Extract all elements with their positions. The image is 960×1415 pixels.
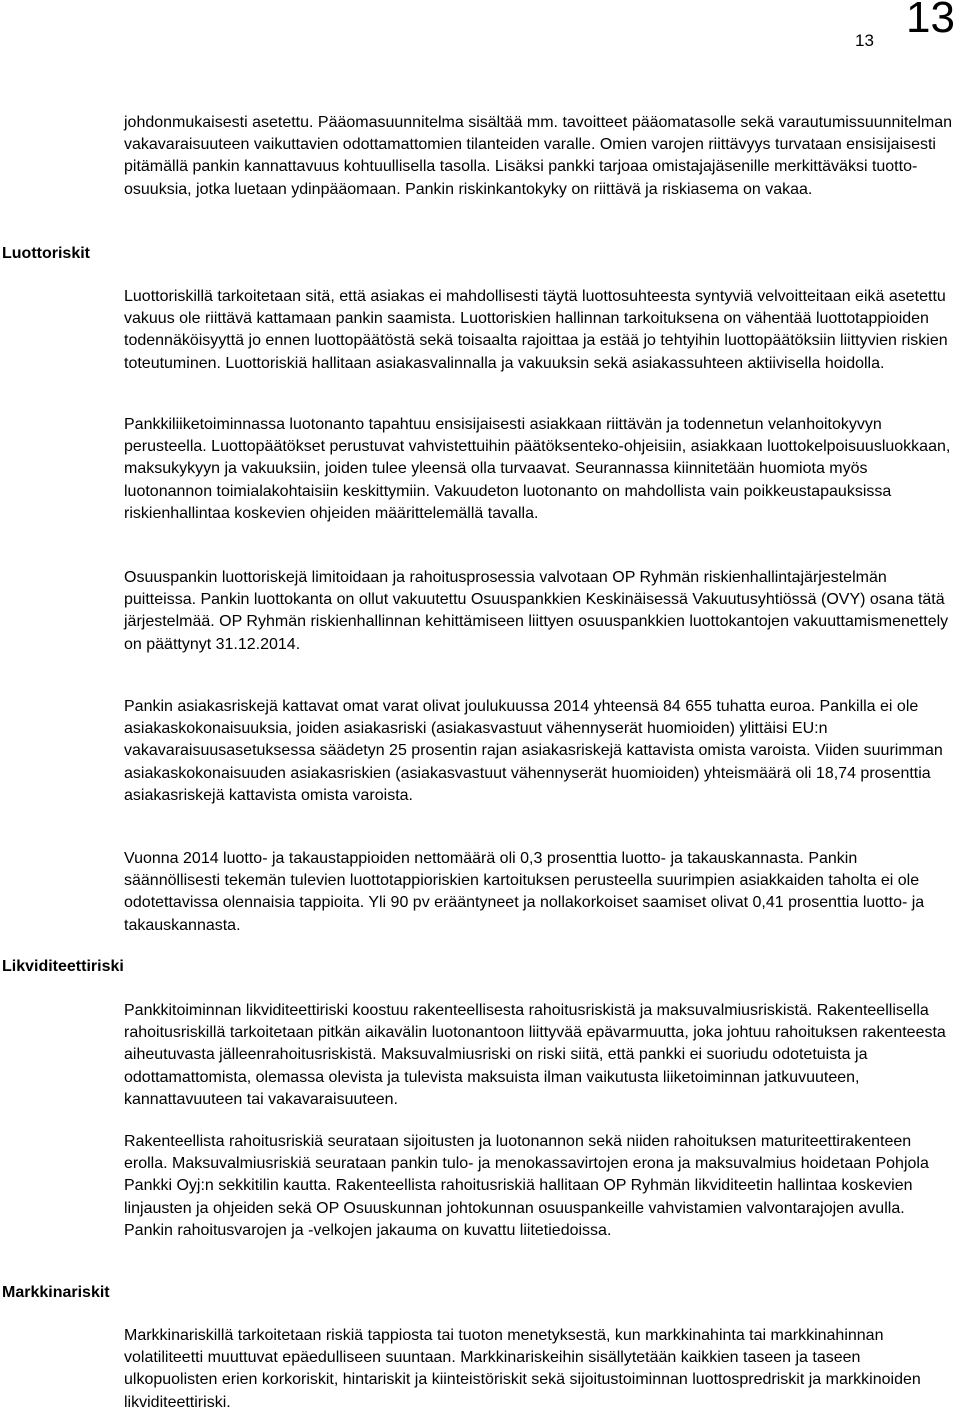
heading-market-risk: Markkinariskit [2, 1284, 110, 1301]
credit-risk-definition-paragraph: Luottoriskillä tarkoitetaan sitä, että asiakas ei mahdollisesti täytä luottosuhteesta syntyviä velvoitteitaan eikä asetettu vakuus ole riittävä kattamaan pankin saamista. Luottoriskien hallinnan tarkoituksena on vähentää luottotappioiden todennäköisyyttä jo ennen luottopäätöstä sekä toisaalta rajoittaa ja estää jo tehtyihin luottopäätöksiin liittyvien riskien toteutuminen. Luottoriskiä hallitaan asiakasvalinnalla ja vakuuksin sekä asiakassuhteen aktiivisella hoidolla. [124, 288, 948, 372]
capital-plan-paragraph: johdonmukaisesti asetettu. Pääomasuunnitelma sisältää mm. tavoitteet pääomatasolle sekä varautumissuunnitelman vakavaraisuuteen vaikuttavien odottamattomien tilanteiden varalle. Omien varojen riittävyys turvataan ensisijaisesti pitämällä pankin kannattavuus kohtuullisella tasolla. Lisäksi pankki tarjoaa omistajajäsenille merkittäväksi tuotto-osuuksia, jotka luetaan ydinpääomaan. Pankin riskinkantokyky on riittävä ja riskiasema on vakaa. [124, 114, 952, 198]
loan-losses-paragraph: Vuonna 2014 luotto- ja takaustappioiden nettomäärä oli 0,3 prosenttia luotto- ja takauskannasta. Pankin säännöllisesti tekemän tulevien luottotappioriskien kartoituksen perusteella suurimpien asiakkaiden taholta ei ole odotettavissa olennaisia tappioita. Yli 90 pv erääntyneet ja nollakorkoiset saamiset olivat 0,41 prosenttia luotto- ja takauskannasta. [124, 850, 925, 934]
customer-risk-paragraph: Pankin asiakasriskejä kattavat omat varat olivat joulukuussa 2014 yhteensä 84 655 tuhatta euroa. Pankilla ei ole asiakaskokonaisuuksia, joiden asiakasriski (asiakasvastuut vähennyserät huomioiden) ylittäisi EU:n vakavaraisuusasetuksessa säädetyn 25 prosentin rajan asiakasriskejä kattavista omista varoista. Viiden suurimman asiakaskokonaisuuden asiakasriskien (asiakasvastuut vähennyserät huomioiden) yhteismäärä oli 18,74 prosenttia asiakasriskejä kattavista omista varoista. [124, 698, 943, 804]
page-number-large: 13 [906, 0, 955, 42]
market-risk-definition-paragraph: Markkinariskillä tarkoitetaan riskiä tappiosta tai tuoton menetyksestä, kun markkinahinta tai markkinahinnan volatiliteetti muuttuvat epäedulliseen suuntaan. Markkinariskeihin sisällytetään kaikkien taseen ja taseen ulkopuolisten erien korkoriskit, hintariskit ja kiinteistöriskit sekä sijoitustoiminnan luottospredriskit ja markkinoiden likviditeettiriski. [124, 1327, 921, 1411]
heading-credit-risk: Luottoriskit [2, 245, 90, 262]
credit-risk-limits-paragraph: Osuuspankin luottoriskejä limitoidaan ja rahoitusprosessia valvotaan OP Ryhmän riskienhallintajärjestelmän puitteissa. Pankin luottokanta on ollut vakuutettu Osuuspankkien Keskinäisessä Vakuutusyhtiössä (OVY) osana tätä järjestelmää. OP Ryhmän riskienhallinnan kehittämiseen liittyen osuuspankkien luottokantojen vakuuttamismenettely on päättynyt 31.12.2014. [124, 569, 949, 653]
page-number-small: 13 [855, 31, 874, 50]
funding-risk-monitoring-paragraph: Rakenteellista rahoitusriskiä seurataan sijoitusten ja luotonannon sekä niiden rahoituksen maturiteettirakenteen erolla. Maksuvalmiusriskiä seurataan pankin tulo- ja menokassavirtojen erona ja maksuvalmius hoidetaan Pohjola Pankki Oyj:n sekkitilin kautta. Rakenteellista rahoitusriskiä hallitaan OP Ryhmän likviditeetin hallintaa koskevien linjausten ja ohjeiden sekä OP Osuuskunnan johtokunnan osuuspankeille vahvistamien valvontarajojen avulla. Pankin rahoitusvarojen ja -velkojen jakauma on kuvattu liitetiedoissa. [124, 1133, 929, 1239]
lending-basis-paragraph: Pankkiliiketoiminnassa luotonanto tapahtuu ensisijaisesti asiakkaan riittävän ja todennetun velanhoitokyvyn perusteella. Luottopäätökset perustuvat vahvistettuihin päätöksenteko-ohjeisiin, asiakkaan luottokelpoisuusluokkaan, maksukykyyn ja vakuuksiin, joiden tulee yleensä olla turvaavat. Seurannassa kiinnitetään huomiota myös luotonannon toimialakohtaisiin keskittymiin. Vakuudeton luotonanto on mahdollista vain poikkeustapauksissa riskienhallintaa koskevien ohjeiden määrittelemällä tavalla. [124, 416, 951, 522]
heading-liquidity-risk: Likviditeettiriski [2, 958, 124, 975]
liquidity-risk-definition-paragraph: Pankkitoiminnan likviditeettiriski koostuu rakenteellisesta rahoitusriskistä ja maksuvalmiusriskistä. Rakenteellisella rahoitusriskillä tarkoitetaan pitkän aikavälin luotonantoon liittyvää epävarmuutta, joka johtuu rahoituksen rakenteesta aiheutuvasta jälleenrahoitusriskistä. Maksuvalmiusriski on riski siitä, että pankki ei suoriudu odotetuista ja odottamattomista, olemassa olevista ja tulevista maksuista ilman vaikutusta liiketoiminnan jatkuvuuteen, kannattavuuteen tai vakavaraisuuteen. [124, 1002, 946, 1108]
